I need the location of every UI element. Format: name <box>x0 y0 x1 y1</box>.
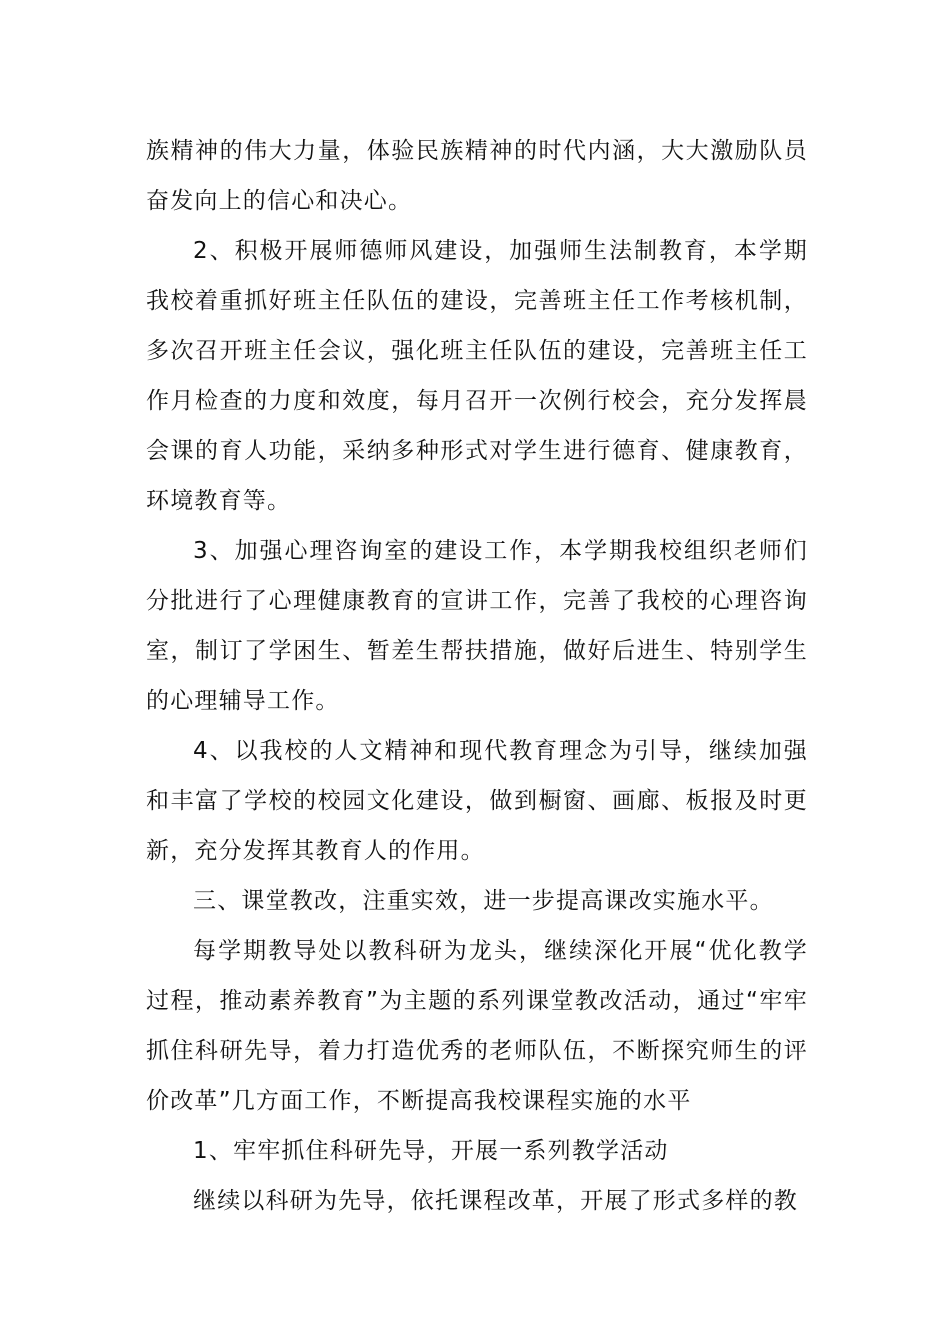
paragraph-1: 族精神的伟大力量，体验民族精神的时代内涵，大大激励队员奋发向上的信心和决心。 <box>146 138 808 214</box>
document-body <box>146 126 808 1226</box>
subsection-heading: 1、牢牢抓住科研先导，开展一系列教学活动 <box>193 1138 669 1164</box>
paragraph-3: 3、加强心理咨询室的建设工作，本学期我校组织老师们分批进行了心理健康教育的宣讲工作，完善了我校的心理咨询室，制订了学困生、暂差生帮扶措施，做好后进生、特别学生的心理辅导工作。 <box>146 538 808 714</box>
section-heading: 三、课堂教改，注重实效，进一步提高课改实施水平。 <box>193 888 774 914</box>
paragraph-4: 4、以我校的人文精神和现代教育理念为引导，继续加强和丰富了学校的校园文化建设，做到橱窗、画廊、板报及时更新，充分发挥其教育人的作用。 <box>146 738 808 864</box>
paragraph-6: 继续以科研为先导，依托课程改革，开展了形式多样的教 <box>193 1188 798 1214</box>
paragraph-5: 每学期教导处以教科研为龙头，继续深化开展“优化教学过程，推动素养教育”为主题的系列课堂教改活动，通过“牢牢抓住科研先导，着力打造优秀的老师队伍，不断探究师生的评价改革”几方面工作，不断提高我校课程实施的水平 <box>146 938 808 1114</box>
paragraph-2: 2、积极开展师德师风建设，加强师生法制教育，本学期我校着重抓好班主任队伍的建设，完善班主任工作考核机制，多次召开班主任会议，强化班主任队伍的建设，完善班主任工作月检查的力度和效度，每月召开一次例行校会，充分发挥晨会课的育人功能，采纳多种形式对学生进行德育、健康教育，环境教育等。 <box>146 238 808 514</box>
